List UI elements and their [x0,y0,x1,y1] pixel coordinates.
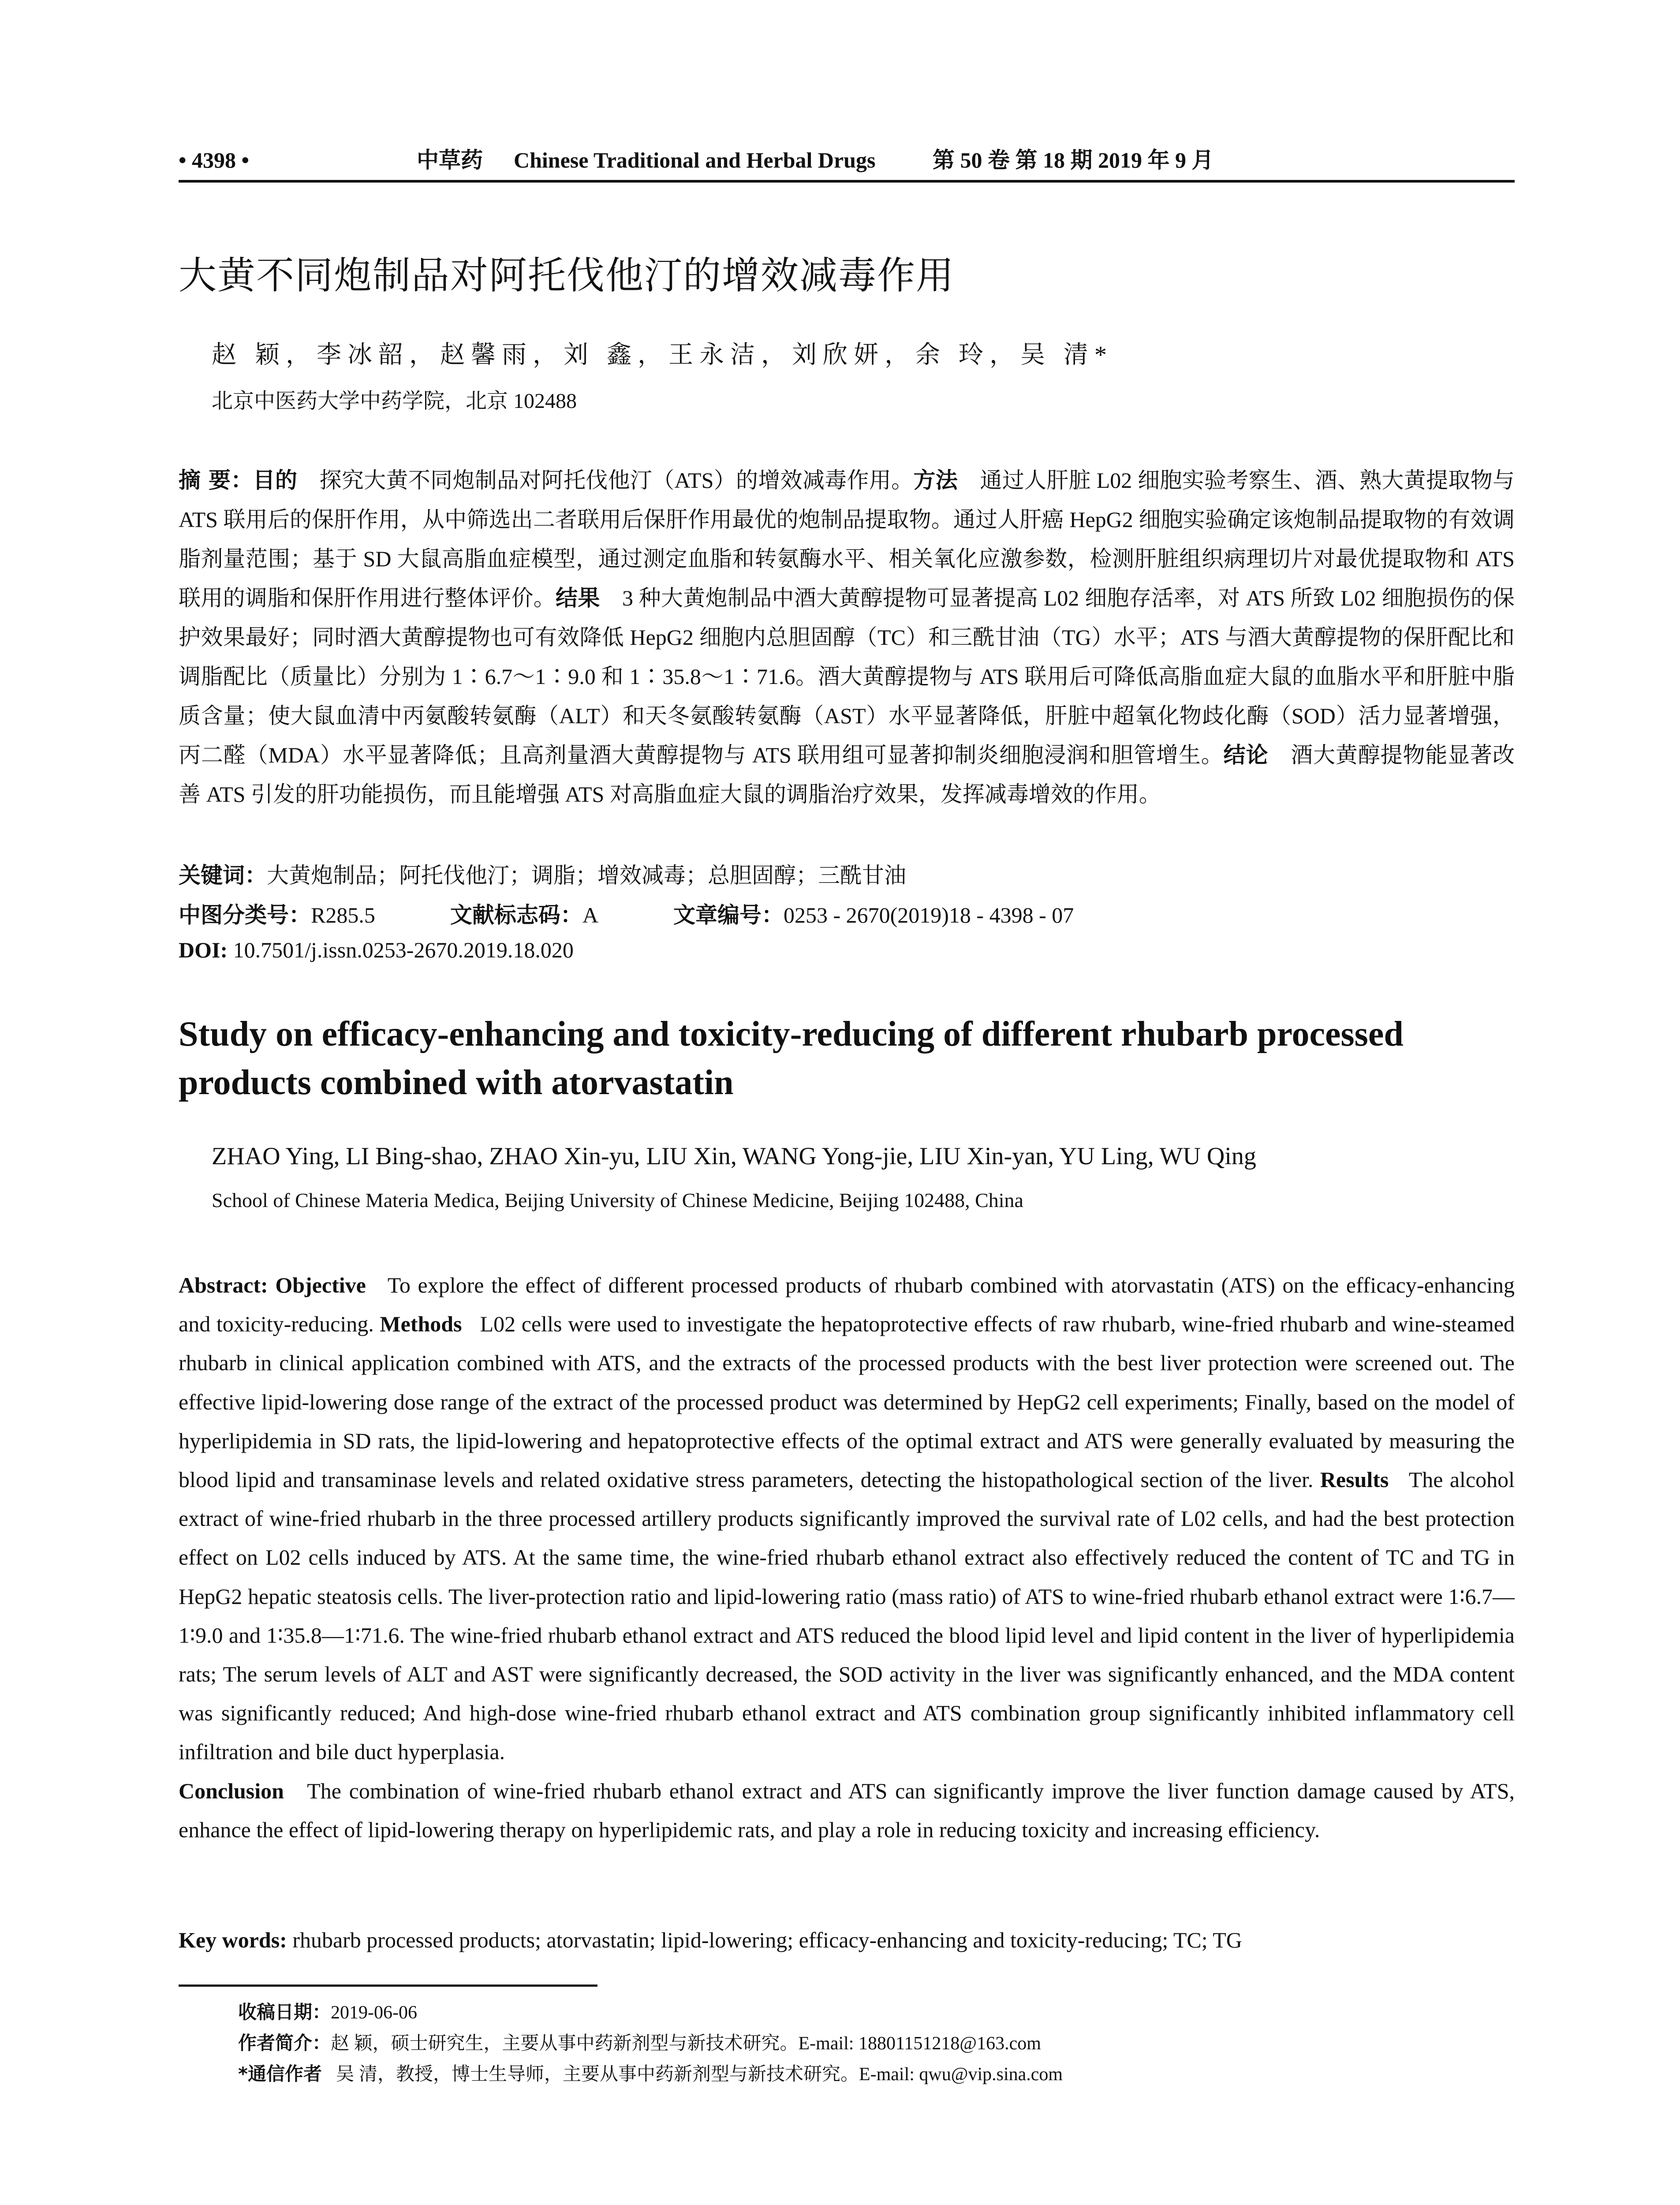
authors-cn: 赵 颖，李冰韶，赵馨雨，刘 鑫，王永洁，刘欣妍，余 玲，吴 清* [212,341,1113,369]
page-number: • 4398 • [179,148,250,172]
clc-value: R285.5 [311,903,375,927]
objective-text-cn: 探究大黄不同炮制品对阿托伐他汀（ATS）的增效减毒作用。 [319,468,914,493]
conclusion-text-en: The combination of wine-fried rhubarb ethanol extract and ATS can significantly improve the liver function damage caused by ATS, enhance the effect of lipid-lowering therapy on hyperlipidemic rats, and play a role in reducing toxicity and increasing efficiency. [179,1778,1515,1842]
doc-code [450,897,598,929]
keywords-en [179,1921,1515,1959]
clc-label: 中图分类号： [179,902,311,928]
title-cn: 大黄不同炮制品对阿托伐他汀的增效减毒作用 [179,254,955,298]
corresponding-author: 吴 清，教授，博士生导师，主要从事中药新剂型与新技术研究。E-mail: qwu@vip.sina.com [336,2064,1063,2085]
objective-label-cn: 目的 [253,467,298,493]
abstract-en [179,1266,1515,1849]
doi-label: DOI: [179,938,228,962]
received-label: 收稿日期： [238,2001,331,2023]
running-header [179,140,1515,183]
objective-text-en: To explore the effect of different processed products of rhubarb combined with atorvastatin (ATS) on the efficacy-enhancing and toxicity-reducing. [179,1273,1515,1337]
keywords-text-cn: 大黄炮制品；阿托伐他汀；调脂；增效减毒；总胆固醇；三酰甘油 [267,863,906,888]
keywords-label-cn: 关键词： [179,863,267,888]
results-label-cn: 结果 [556,585,600,611]
received-date: 2019-06-06 [331,2003,417,2023]
abstract-cn [179,461,1515,814]
keywords-cn [179,858,906,889]
author-bio: 赵 颖，硕士研究生，主要从事中药新剂型与新技术研究。E-mail: 18801151218@163.com [331,2033,1041,2054]
author-bio-label: 作者简介： [238,2032,331,2054]
authors-en: ZHAO Ying, LI Bing-shao, ZHAO Xin-yu, LIU Xin, WANG Yong-jie, LIU Xin-yan, YU Ling, WU Qing [212,1143,1256,1170]
affiliation-cn: 北京中医药大学中药学院，北京 102488 [212,389,577,413]
conclusion-label-en: Conclusion [179,1778,284,1803]
footnote-divider [179,1984,597,1987]
footnote-corresponding [238,2059,1063,2086]
results-text-en: The alcohol extract of wine-fried rhubarb in the three processed artillery products significantly improved the survival rate of L02 cells, and had the best protection effect on L02 cells induced by ATS. At the same time, the wine-fried rhubarb ethanol extract also effectively reduced the content of TC and TG in HepG2 hepatic steatosis cells. The liver-protection ratio and lipid-lowering ratio (mass ratio) of ATS to wine-fried rhubarb ethanol extract were 1∶6.7—1∶9.0 and 1∶35.8—1∶71.6. The wine-fried rhubarb ethanol extract and ATS reduced the blood lipid level and lipid content in the liver of hyperlipidemia rats; The serum levels of ALT and AST were significantly decreased, the SOD activity in the liver was significantly enhanced, and the MDA content was significantly reduced; And high-dose wine-fried rhubarb ethanol extract and ATS combination group significantly inhibited inflammatory cell infiltration and bile duct hyperplasia. [179,1467,1515,1764]
results-label-en: Results [1320,1467,1389,1492]
results-text-cn: 3 种大黄炮制品中酒大黄醇提物可显著提高 L02 细胞存活率，对 ATS 所致 L02 细胞损伤的保护效果最好；同时酒大黄醇提物也可有效降低 HepG2 细胞内总胆固醇（TC）和三酰甘油（TG）水平；ATS 与酒大黄醇提物的保肝配比和调脂配比（质量比）分别为 1∶6.7～1∶9.0 和 1∶35.8～1∶71.6。酒大黄醇提物与 ATS 联用后可降低高脂血症大鼠的血脂水平和肝脏中脂质含量；使大鼠血清中丙氨酸转氨酶（ALT）和天冬氨酸转氨酶（AST）水平显著降低，肝脏中超氧化物歧化酶（SOD）活力显著增强，丙二醛（MDA）水平显著降低；且高剂量酒大黄醇提物与 ATS 联用组可显著抑制炎细胞浸润和胆管增生。 [179,586,1515,767]
article-no-value: 0253 - 2670(2019)18 - 4398 - 07 [783,903,1074,927]
affiliation-en: School of Chinese Materia Medica, Beijing University of Chinese Medicine, Beijing 102488, China [212,1189,1023,1211]
conclusion-label-cn: 结论 [1223,742,1269,768]
journal-name-cn: 中草药 [417,148,483,172]
conclusion-text-cn: 酒大黄醇提物能显著改善 ATS 引发的肝功能损伤，而且能增强 ATS 对高脂血症大鼠的调脂治疗效果，发挥减毒增效的作用。 [179,743,1515,807]
footnote-author [238,2029,1041,2055]
methods-text-en: L02 cells were used to investigate the hepatoprotective effects of raw rhubarb, wine-fried rhubarb and wine-steamed rhubarb in clinical application combined with ATS, and the extracts of the processed products with the best liver protection were screened out. The effective lipid-lowering dose range of the extract of the processed product was determined by HepG2 cell experiments; Finally, based on the model of hyperlipidemia in SD rats, the lipid-lowering and hepatoprotective effects of the optimal extract and ATS were generally evaluated by measuring the blood lipid and transaminase levels and related oxidative stress parameters, detecting the histopathological section of the liver. [179,1312,1515,1492]
doi-line [179,937,574,963]
doc-code-value: A [582,903,598,927]
journal-name-en: Chinese Traditional and Herbal Drugs [514,148,876,172]
doc-code-label: 文献标志码： [450,902,582,928]
corresponding-label: *通信作者 [238,2063,322,2085]
issue-info: 第 50 卷 第 18 期 2019 年 9 月 [933,148,1214,172]
keywords-label-en: Key words: [179,1928,287,1952]
classification-line [179,897,1149,929]
footnote-received [238,1998,417,2024]
methods-label-cn: 方法 [913,467,958,493]
abstract-label-en: Abstract: [179,1273,268,1297]
abstract-label-cn: 摘 要： [179,467,253,493]
methods-label-en: Methods [380,1312,462,1337]
title-en: Study on efficacy-enhancing and toxicity-reducing of different rhubarb processed products combined with atorvastatin [179,1015,1404,1102]
objective-label-en: Objective [275,1273,366,1297]
methods-text-cn: 通过人肝脏 L02 细胞实验考察生、酒、熟大黄提取物与 ATS 联用后的保肝作用，从中筛选出二者联用后保肝作用最优的炮制品提取物。通过人肝癌 HepG2 细胞实验确定该炮制品提取物的有效调脂剂量范围；基于 SD 大鼠高脂血症模型，通过测定血脂和转氨酶水平、相关氧化应激参数，检测肝脏组织病理切片对最优提取物和 ATS 联用的调脂和保肝作用进行整体评价。 [179,468,1515,610]
clc-code [179,897,375,929]
article-number [673,897,1074,929]
keywords-text-en: rhubarb processed products; atorvastatin; lipid-lowering; efficacy-enhancing and toxicity-reducing; TC; TG [292,1928,1242,1952]
article-no-label: 文章编号： [673,902,784,928]
doi-value: 10.7501/j.issn.0253-2670.2019.18.020 [233,938,574,962]
